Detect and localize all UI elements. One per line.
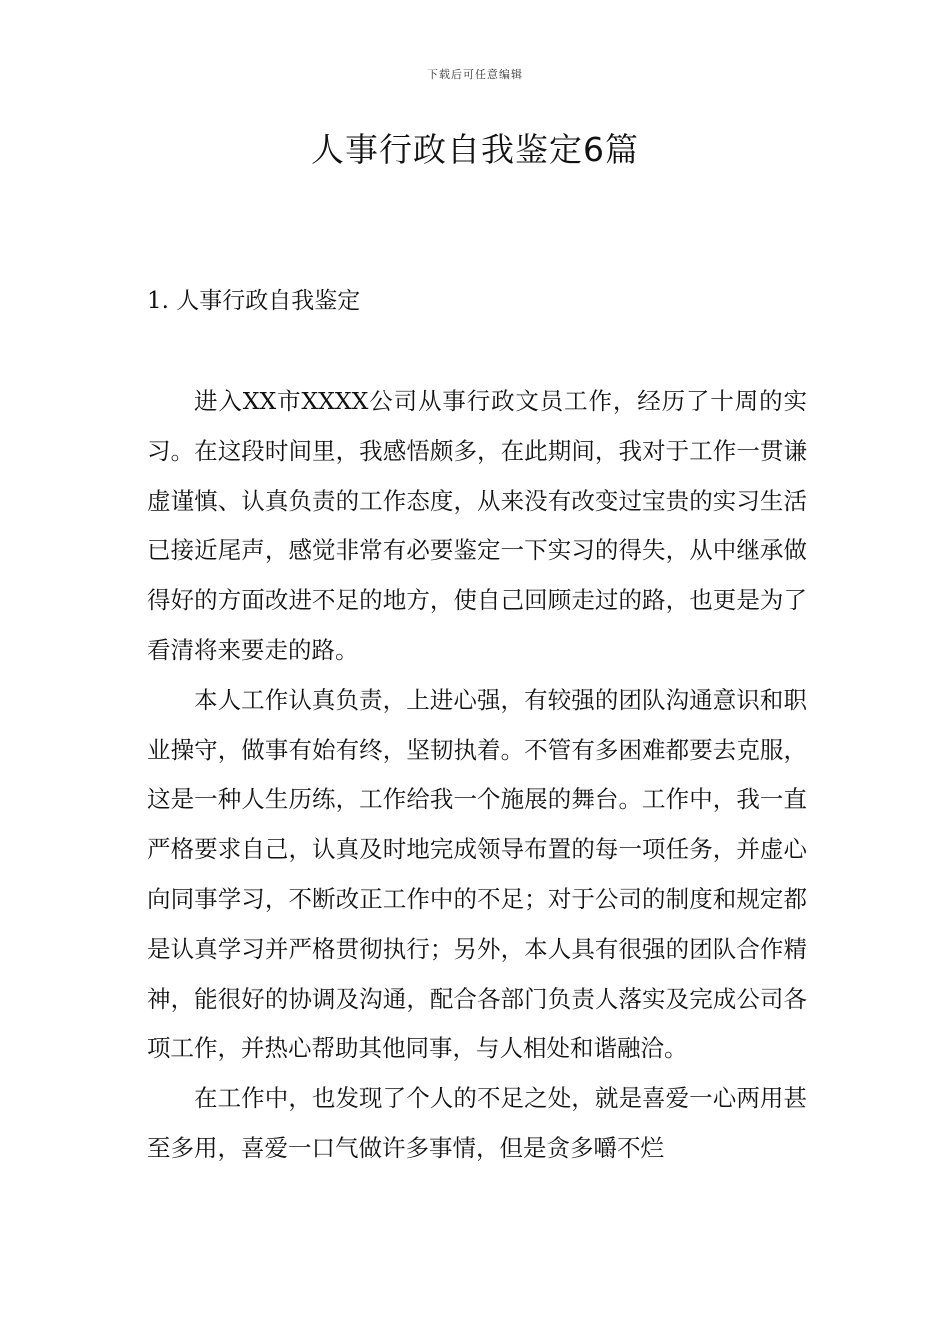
body-paragraph: 在工作中，也发现了个人的不足之处，就是喜爱一心两用甚至多用，喜爱一口气做许多事情，但是贪多嚼不烂 <box>147 1084 807 1162</box>
body-paragraph: 进入XX市XXXX公司从事行政文员工作，经历了十周的实习。在这段时间里，我感悟颇多，在此期间，我对于工作一贯谦虚谨慎、认真负责的工作态度，从来没有改变过宝贵的实习生活已接近尾声，感觉非常有必要鉴定一下实习的得失，从中继承做得好的方面改进不足的地方，使自己回顾走过的路，也更是为了看清将来要走的路。 <box>147 387 807 664</box>
body-paragraph: 本人工作认真负责，上进心强，有较强的团队沟通意识和职业操守，做事有始有终，坚韧执着。不管有多困难都要去克服，这是一种人生历练，工作给我一个施展的舞台。工作中，我一直严格要求自己，认真及时地完成领导布置的每一项任务，并虚心向同事学习，不断改正工作中的不足；对于公司的制度和规定都是认真学习并严格贯彻执行；另外，本人具有很强的团队合作精神，能很好的协调及沟通，配合各部门负责人落实及完成公司各项工作，并热心帮助其他同事，与人相处和谐融洽。 <box>147 685 807 1063</box>
section-heading: 1. 人事行政自我鉴定 <box>147 288 361 314</box>
document-body <box>147 377 807 1174</box>
document-title: 人事行政自我鉴定6篇 <box>311 130 639 169</box>
header-note: 下载后可任意编辑 <box>427 68 523 81</box>
